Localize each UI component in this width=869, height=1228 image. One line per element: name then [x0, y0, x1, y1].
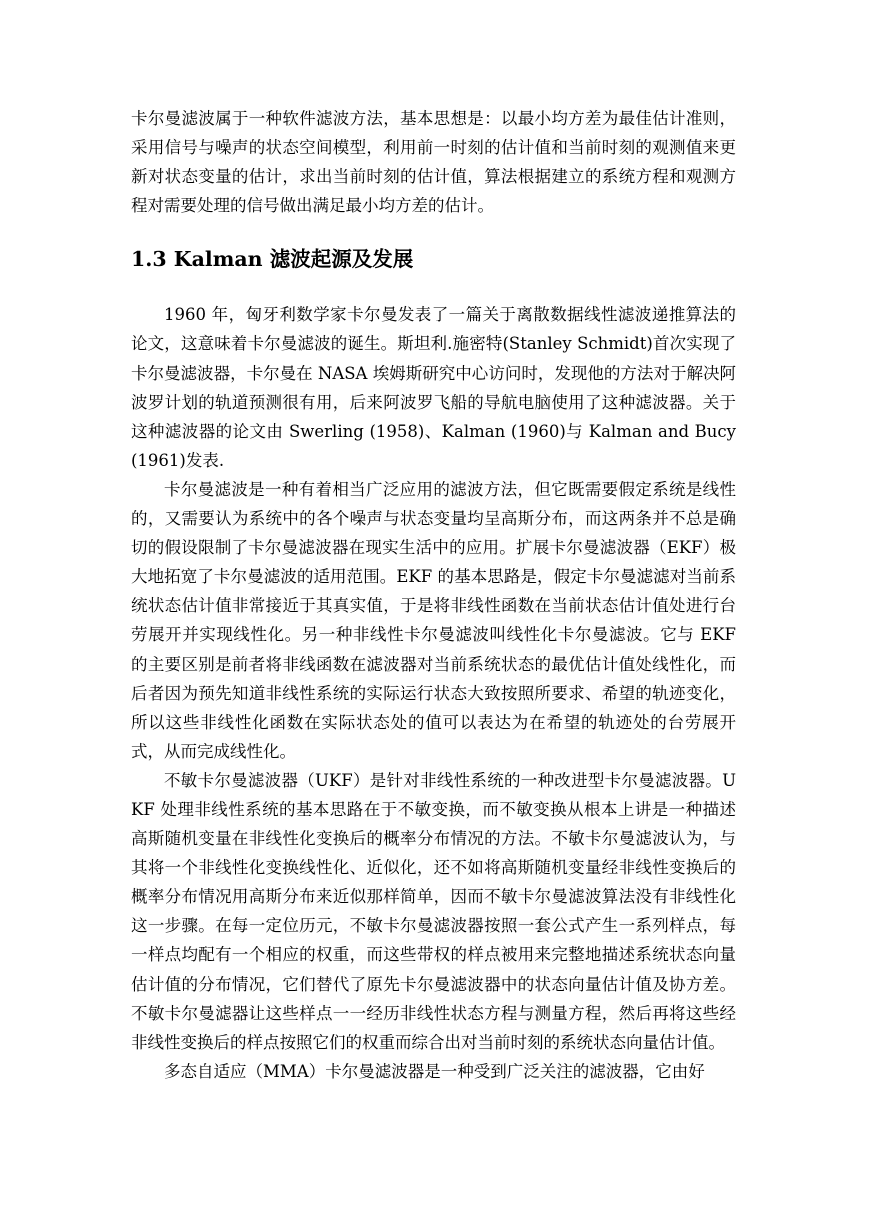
- paragraph-ukf: 不敏卡尔曼滤波器（UKF）是针对非线性系统的一种改进型卡尔曼滤波器。UKF 处理非线性系统的基本思路在于不敏变换，而不敏变换从根本上讲是一种描述高斯随机变量在非线性化变换后的概率分布情况的方法。不敏卡尔曼滤波认为，与其将一个非线性化变换线性化、近似化，还不如将高斯随机变量经非线性变换后的概率分布情况用高斯分布来近似那样简单，因而不敏卡尔曼滤波算法没有非线性化这一步骤。在每一定位历元，不敏卡尔曼滤波器按照一套公式产生一系列样点，每一样点均配有一个相应的权重，而这些带权的样点被用来完整地描述系统状态向量估计值的分布情况，它们替代了原先卡尔曼滤波器中的状态向量估计值及协方差。不敏卡尔曼滤器让这些样点一一经历非线性状态方程与测量方程，然后再将这些经非线性变换后的样点按照它们的权重而综合出对当前时刻的系统状态向量估计值。: [131, 770, 736, 1052]
- intro-paragraph: 卡尔曼滤波属于一种软件滤波方法，基本思想是：以最小均方差为最佳估计准则，采用信号与噪声的状态空间模型，利用前一时刻的估计值和当前时刻的观测值来更新对状态变量的估计，求出当前时刻的估计值，算法根据建立的系统方程和观测方程对需要处理的信号做出满足最小均方差的估计。: [131, 109, 736, 216]
- page-content: [131, 104, 736, 1086]
- section-heading: 1.3 Kalman 滤波起源及发展: [131, 247, 414, 272]
- paragraph-kalman-history: 1960 年，匈牙利数学家卡尔曼发表了一篇关于离散数据线性滤波递推算法的论文，这意味着卡尔曼滤波的诞生。斯坦利.施密特(Stanley Schmidt)首次实现了卡尔曼滤波器，卡尔曼在 NASA 埃姆斯研究中心访问时，发现他的方法对于解决阿波罗计划的轨道预测很有用，后来阿波罗飞船的导航电脑使用了这种滤波器。关于这种滤波器的论文由 Swerling (1958)、Kalman (1960)与 Kalman and Bucy (1961)发表.: [131, 305, 736, 470]
- paragraph-mma: 多态自适应（MMA）卡尔曼滤波器是一种受到广泛关注的滤波器，它由好: [164, 1061, 705, 1081]
- paragraph-ekf: 卡尔曼滤波是一种有着相当广泛应用的滤波方法，但它既需要假定系统是线性的，又需要认为系统中的各个噪声与状态变量均呈高斯分布，而这两条并不总是确切的假设限制了卡尔曼滤波器在现实生活中的应用。扩展卡尔曼滤波器（EKF）极大地拓宽了卡尔曼滤波的适用范围。EKF 的基本思路是，假定卡尔曼滤滤对当前系统状态估计值非常接近于其真实值，于是将非线性函数在当前状态估计值处进行台劳展开并实现线性化。另一种非线性卡尔曼滤波叫线性化卡尔曼滤波。它与 EKF 的主要区别是前者将非线函数在滤波器对当前系统状态的最优估计值处线性化，而后者因为预先知道非线性系统的实际运行状态大致按照所要求、希望的轨迹变化，所以这些非线性化函数在实际状态处的值可以表达为在希望的轨迹处的台劳展开式，从而完成线性化。: [131, 479, 736, 761]
